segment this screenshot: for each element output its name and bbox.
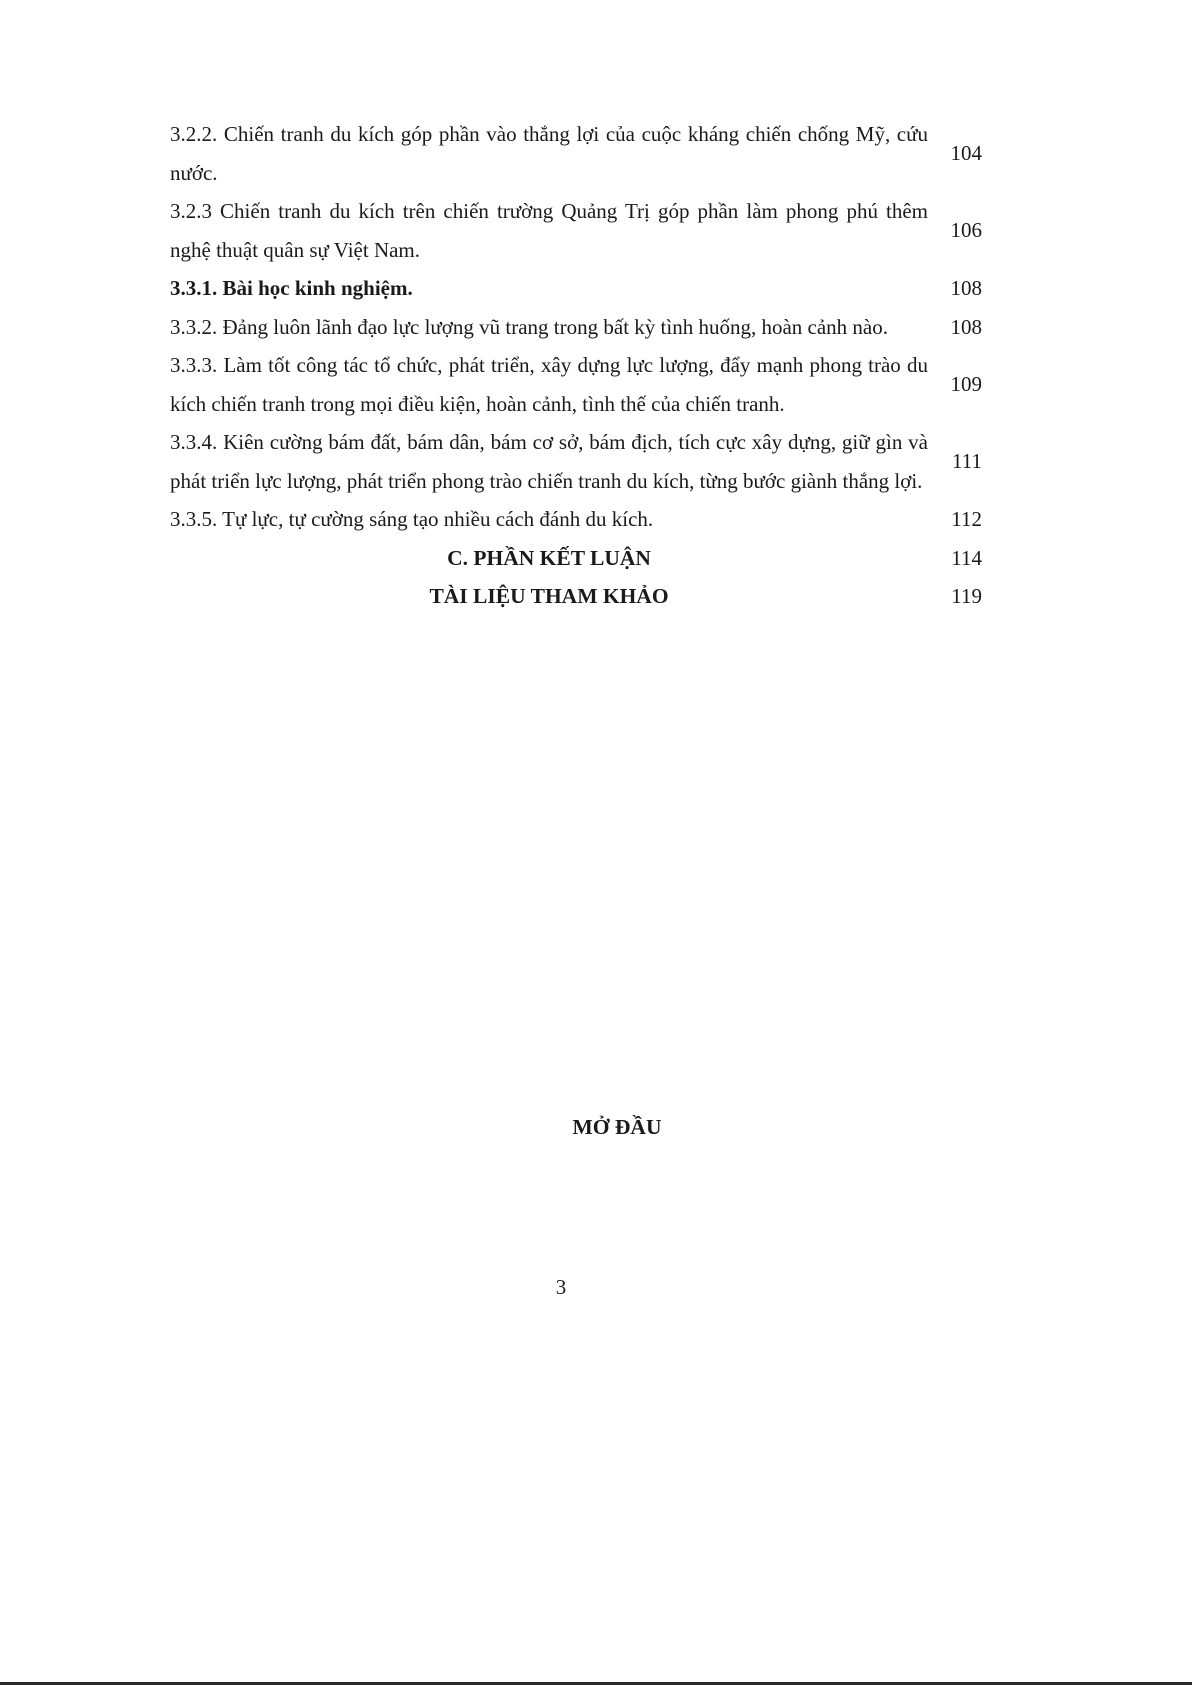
toc-entry-title: 3.2.3 Chiến tranh du kích trên chiến trường Quảng Trị góp phần làm phong phú thêm nghệ thuật quân sự Việt Nam. <box>170 199 928 262</box>
toc-entry-title: 3.3.1. Bài học kinh nghiệm. <box>170 276 413 300</box>
toc-entry-title: 3.3.4. Kiên cường bám đất, bám dân, bám cơ sở, bám địch, tích cực xây dựng, giữ gìn và phát triển lực lượng, phát triển phong trào chiến tranh du kích, từng bước giành thắng lợi. <box>170 430 928 493</box>
section-heading: MỞ ĐẦU <box>572 1115 662 1139</box>
toc-entry-3-3-2 <box>170 308 982 347</box>
toc-entry-page-number: 109 <box>950 372 982 397</box>
toc-entry-references <box>170 577 982 616</box>
table-of-contents <box>170 115 982 616</box>
toc-entry-page-number: 106 <box>950 218 982 243</box>
toc-entry-title: 3.3.2. Đảng luôn lãnh đạo lực lượng vũ trang trong bất kỳ tình huống, hoàn cảnh nào. <box>170 314 888 339</box>
toc-entry-page-number: 112 <box>951 507 982 531</box>
toc-entry-3-3-1 <box>170 269 982 308</box>
toc-entry-3-3-5 <box>170 500 982 539</box>
toc-entry-title: 3.3.5. Tự lực, tự cường sáng tạo nhiều cách đánh du kích. <box>170 507 654 531</box>
toc-entry-3-2-2 <box>170 115 982 192</box>
toc-entry-page-number: 119 <box>951 584 982 608</box>
toc-entry-title: 3.2.2. Chiến tranh du kích góp phần vào thắng lợi của cuộc kháng chiến chống Mỹ, cứu nước. <box>170 122 928 185</box>
toc-entry-3-3-4 <box>170 423 982 500</box>
page-number: 3 <box>555 1275 567 1299</box>
toc-entry-page-number: 108 <box>950 314 982 339</box>
toc-entry-title: TÀI LIỆU THAM KHẢO <box>429 584 669 608</box>
toc-entry-title: 3.3.3. Làm tốt công tác tổ chức, phát triển, xây dựng lực lượng, đẩy mạnh phong trào du kích chiến tranh trong mọi điều kiện, hoàn cảnh, tình thế của chiến tranh. <box>170 353 928 416</box>
toc-entry-page-number: 104 <box>950 141 982 166</box>
toc-entry-3-2-3 <box>170 192 982 269</box>
toc-entry-conclusion <box>170 539 982 578</box>
toc-entry-3-3-3 <box>170 346 982 423</box>
toc-entry-page-number: 111 <box>952 449 982 474</box>
toc-entry-page-number: 108 <box>950 276 982 300</box>
toc-entry-title: C. PHẦN KẾT LUẬN <box>447 545 651 570</box>
toc-entry-page-number: 114 <box>951 545 982 570</box>
